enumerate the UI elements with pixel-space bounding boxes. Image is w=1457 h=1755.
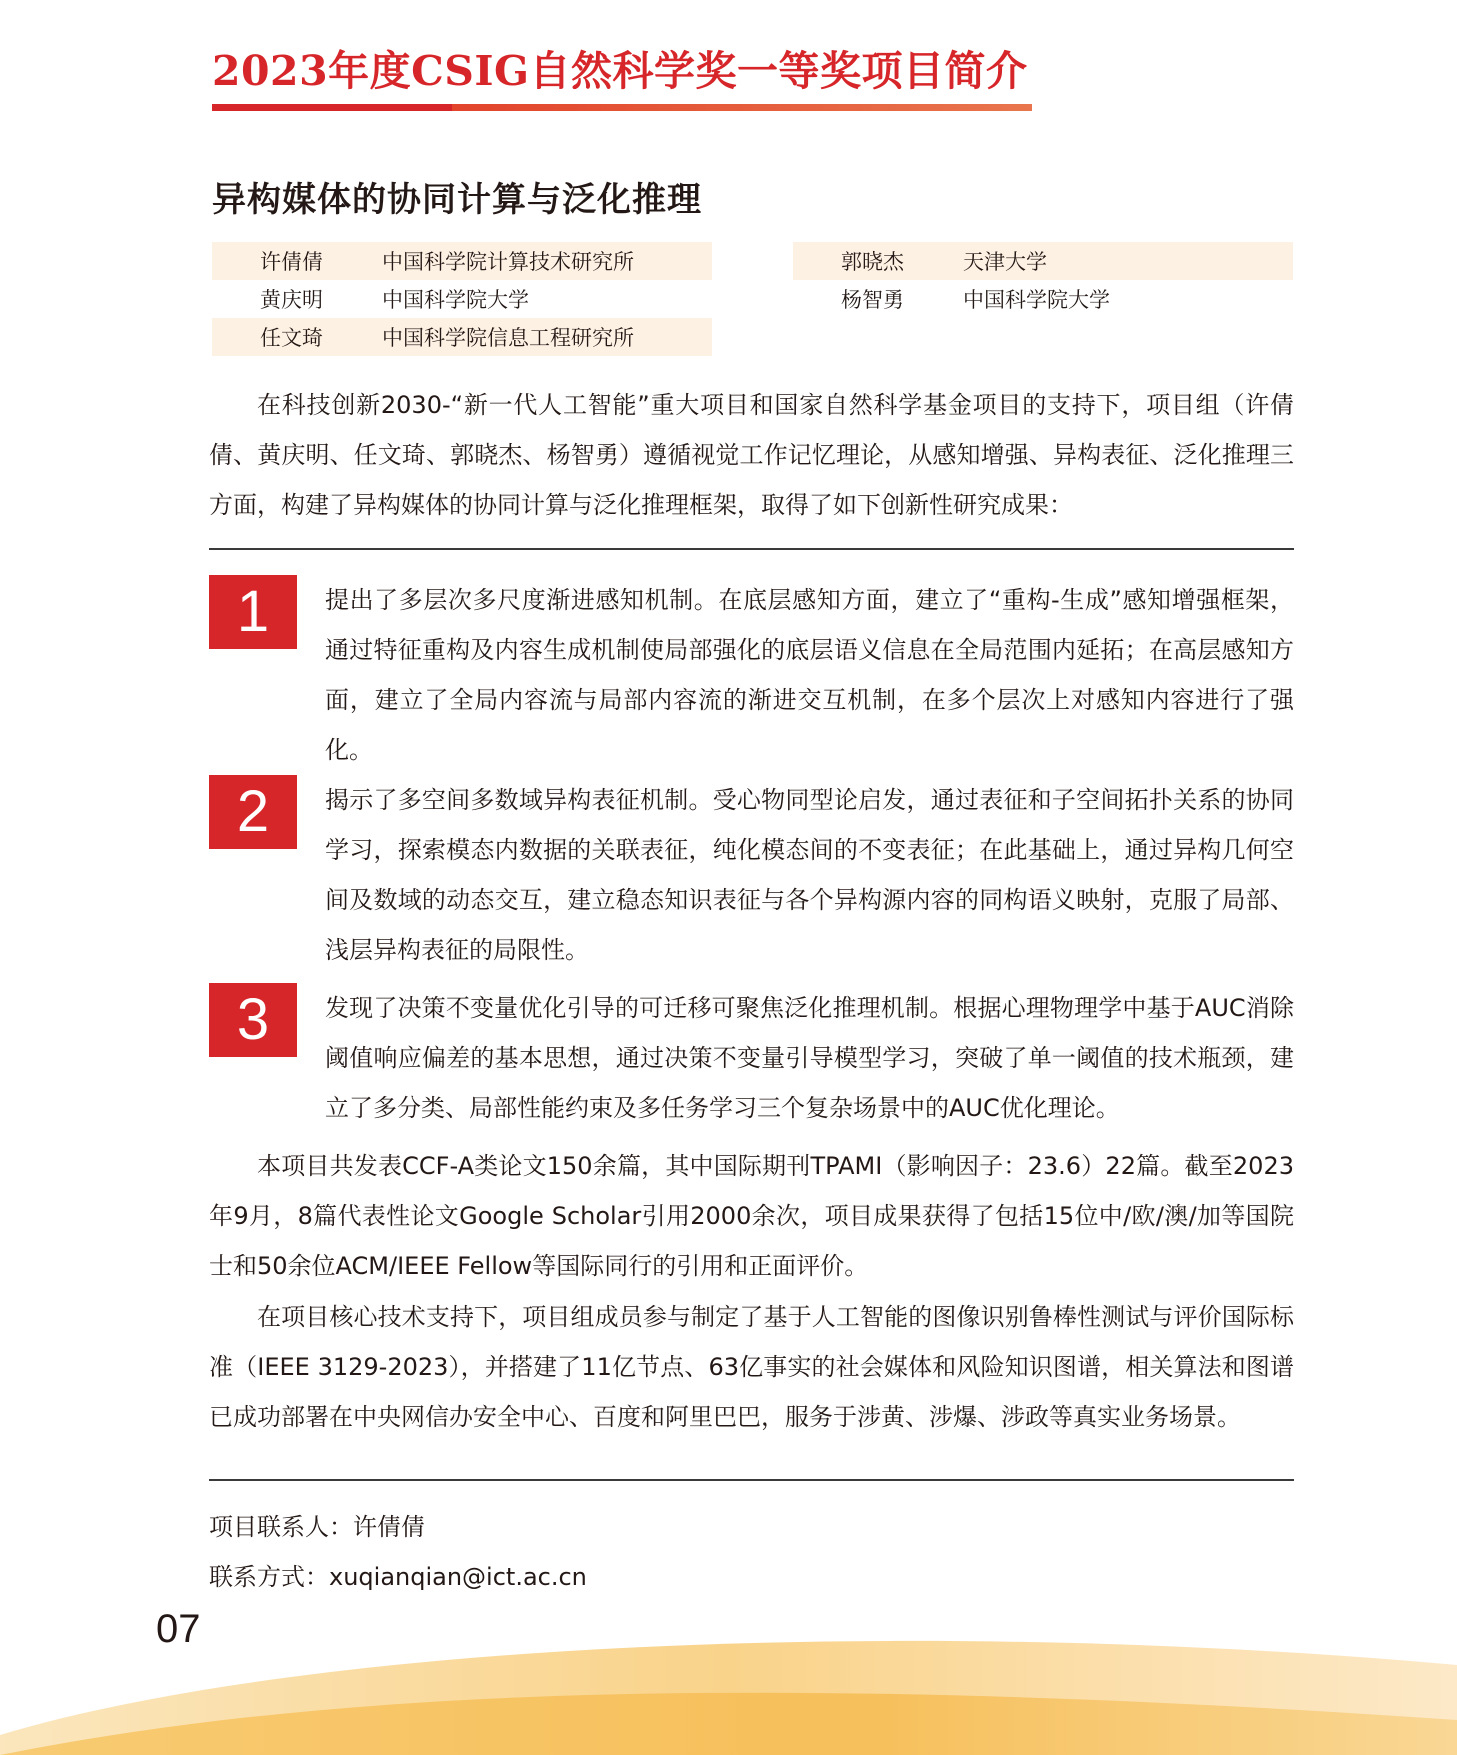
contact-method: 联系方式：xuqianqian@ict.ac.cn: [209, 1563, 587, 1591]
project-title: 异构媒体的协同计算与泛化推理: [212, 180, 702, 220]
author-row: [212, 242, 712, 280]
author-institution: 中国科学院信息工程研究所: [382, 326, 634, 350]
footer-wave-decoration: [0, 1625, 1457, 1755]
author-name: 许倩倩: [260, 250, 323, 274]
header-rule: [212, 104, 1032, 111]
authors-right-column: [793, 242, 1293, 318]
number-badge: 1: [209, 575, 297, 649]
divider: [209, 1479, 1294, 1481]
author-name: 郭晓杰: [841, 250, 904, 274]
author-row: [793, 280, 1293, 318]
achievement-item-3: [209, 983, 1294, 1133]
author-row: [212, 318, 712, 356]
achievement-text: 发现了决策不变量优化引导的可迁移可聚焦泛化推理机制。根据心理物理学中基于AUC消除阈值响应偏差的基本思想，通过决策不变量引导模型学习，突破了单一阈值的技术瓶颈，建立了多分类、局部性能约束及多任务学习三个复杂场景中的AUC优化理论。: [325, 994, 1294, 1122]
author-institution: 中国科学院大学: [382, 288, 529, 312]
number-badge: 3: [209, 983, 297, 1057]
achievement-item-1: [209, 575, 1294, 775]
achievement-text: 提出了多层次多尺度渐进感知机制。在底层感知方面，建立了“重构-生成”感知增强框架，通过特征重构及内容生成机制使局部强化的底层语义信息在全局范围内延拓；在高层感知方面，建立了全局内容流与局部内容流的渐进交互机制，在多个层次上对感知内容进行了强化。: [325, 586, 1294, 764]
author-row: [793, 242, 1293, 280]
author-row: [212, 280, 712, 318]
contact-person: 项目联系人：许倩倩: [209, 1513, 425, 1541]
summary-paragraph-2: 在项目核心技术支持下，项目组成员参与制定了基于人工智能的图像识别鲁棒性测试与评价国际标准（IEEE 3129-2023），并搭建了11亿节点、63亿事实的社会媒体和风险知识图谱，相关算法和图谱已成功部署在中央网信办安全中心、百度和阿里巴巴，服务于涉黄、涉爆、涉政等真实业务场景。: [209, 1303, 1294, 1431]
header-title: 2023年度CSIG自然科学奖一等奖项目简介: [212, 47, 1028, 95]
number-badge: 2: [209, 775, 297, 849]
author-institution: 天津大学: [963, 250, 1047, 274]
author-institution: 中国科学院计算技术研究所: [382, 250, 634, 274]
achievement-text: 揭示了多空间多数域异构表征机制。受心物同型论启发，通过表征和子空间拓扑关系的协同学习，探索模态内数据的关联表征，纯化模态间的不变表征；在此基础上，通过异构几何空间及数域的动态交互，建立稳态知识表征与各个异构源内容的同构语义映射，克服了局部、浅层异构表征的局限性。: [325, 786, 1294, 964]
author-name: 杨智勇: [841, 288, 904, 312]
author-name: 任文琦: [260, 326, 323, 350]
page-number: 07: [156, 1607, 201, 1651]
divider: [209, 548, 1294, 550]
summary-paragraph-1: 本项目共发表CCF-A类论文150余篇，其中国际期刊TPAMI（影响因子：23.6）22篇。截至2023年9月，8篇代表性论文Google Scholar引用2000余次，项目成果获得了包括15位中/欧/澳/加等国院士和50余位ACM/IEEE Fellow等国际同行的引用和正面评价。: [209, 1152, 1294, 1280]
authors-left-column: [212, 242, 712, 356]
author-institution: 中国科学院大学: [963, 288, 1110, 312]
achievement-item-2: [209, 775, 1294, 975]
intro-paragraph: 在科技创新2030-“新一代人工智能”重大项目和国家自然科学基金项目的支持下，项目组（许倩倩、黄庆明、任文琦、郭晓杰、杨智勇）遵循视觉工作记忆理论，从感知增强、异构表征、泛化推理三方面，构建了异构媒体的协同计算与泛化推理框架，取得了如下创新性研究成果：: [209, 391, 1294, 519]
author-name: 黄庆明: [260, 288, 323, 312]
